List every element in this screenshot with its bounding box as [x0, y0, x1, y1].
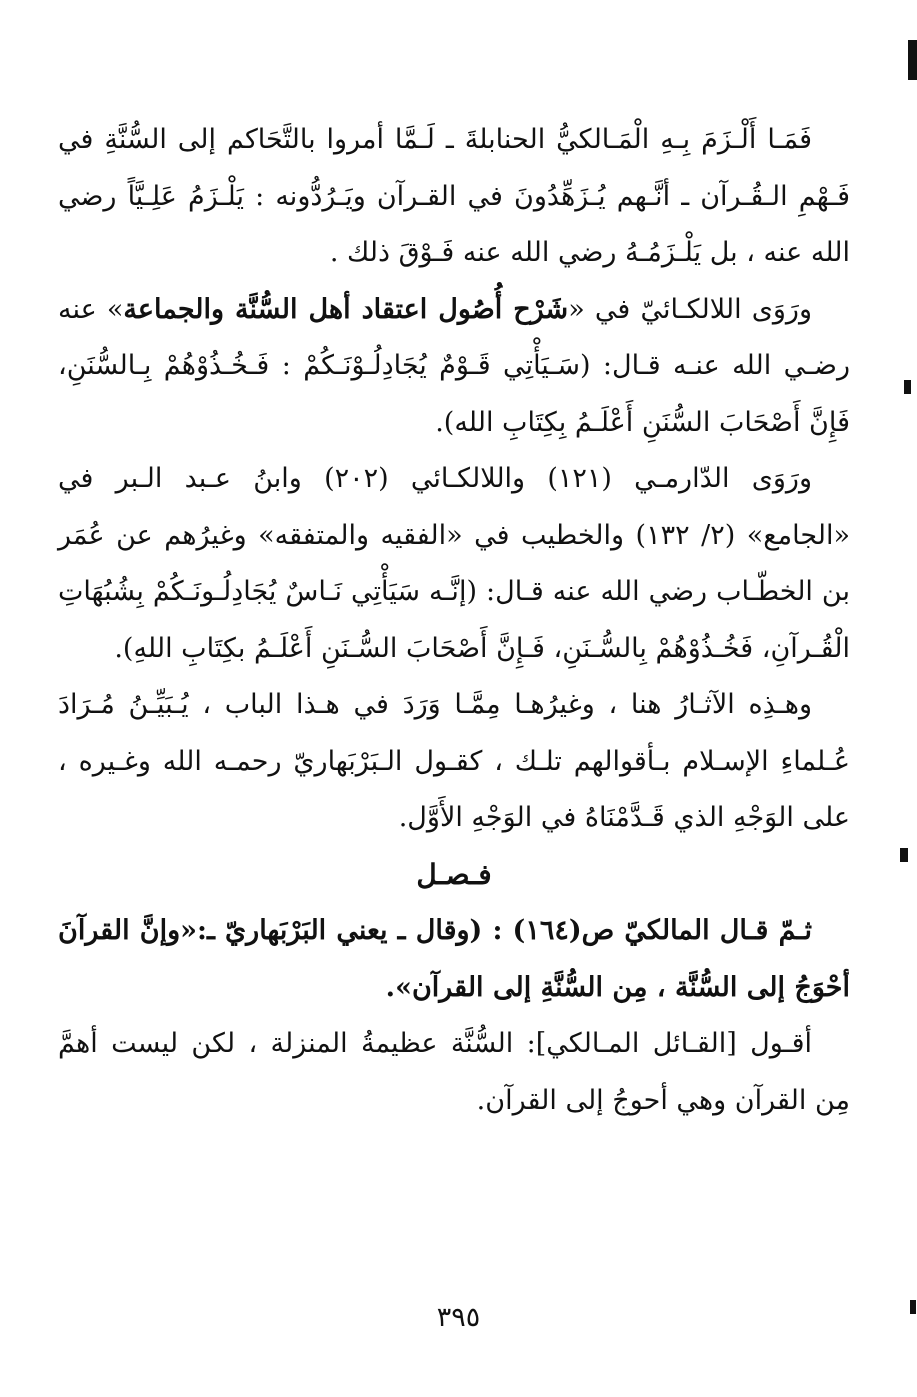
book-title-sharh-usul: شَرْح أُصُول اعتقاد أهل السُّنَّة والجماعة	[123, 293, 569, 325]
paragraph-lalakai-intro: ورَوَى اللالكـائيّ في «	[568, 293, 812, 325]
paragraph-author-response: أقـول [القـائل المـالكي]: السُّنَّة عظيمةُ المنزلة ، لكن ليست أهمَّ مِن القرآن وهي أحوجُ إلى القرآن.	[58, 1028, 850, 1116]
paragraph-lalakai-narration	[58, 282, 850, 452]
paragraph-darimi-narration: ورَوَى الدّارمـي (١٢١) واللالكـائي (٢٠٢) وابنُ عـبد الـبر في «الجامع» (٢/ ١٣٢) والخطيب في «الفقيه والمتفقه» وغيرُهم عن عُمَر بن الخطّـاب رضي الله عنه قـال: (إنَّـه سَيَأْتِي نَـاسٌ يُجَادِلُـونَـكُمْ بِشُبُهَاتِ الْقُـرآنِ، فَخُـذُوْهُمْ بِالسُّـنَنِ، فَـإِنَّ أَصْحَابَ السُّـنَنِ أَعْلَـمُ بكِتَابِ اللهِ).	[58, 463, 850, 664]
body-text	[58, 112, 850, 1129]
page-number: ٣٩٥	[436, 1302, 481, 1333]
scan-edge-mark	[908, 40, 917, 80]
paragraph-maliki-quote: ثـمّ قـال المالكيّ ص(١٦٤) : (وقال ـ يعني البَرْبَهاريّ ـ:«وإنَّ القرآنَ أحْوَجُ إلى السُّنَّة ، مِن السُّنَّةِ إلى القرآن».	[58, 915, 850, 1003]
paragraph-lalakai-quote: » عنه رضـي الله عنـه قـال: (سَـيَأْتِي قَـوْمٌ يُجَادِلُـوْنَـكُمْ : فَـخُـذُوْهُمْ بِـالسُّنَنِ، فَإِنَّ أَصْحَابَ السُّنَنِ أَعْلَـمُ بِكِتَابِ الله).	[58, 293, 850, 438]
paragraph-athar-explanation: وهـذِه الآثـارُ هنا ، وغيرُهـا مِمَّـا وَرَدَ في هـذا الباب ، يُـبَيِّـنُ مُـرَادَ عُـلماءِ الإسـلام بـأقوالهم تلـك ، كقـول الـبَرْبَهاريّ رحمـه الله وغـيره ، على الوَجْهِ الذي قَـدَّمْنَاهُ في الوَجْهِ الأَوَّل.	[58, 689, 850, 833]
section-heading: فـصـل	[416, 857, 492, 891]
scan-edge-mark	[900, 848, 908, 862]
paragraph-maliki-hanabila: فَمَـا أَلْـزَمَ بِـهِ الْمَـالكيُّ الحنابلةَ ـ لَـمَّا أمروا بالتَّحَاكم إلى السُّنَّةِ في فَـهْمِ الـقُـرآن ـ أنَّـهم يُـزَهِّدُونَ في القـرآن ويَـرُدُّونه : يَلْـزَمُ عَلِـيَّاً رضي الله عنه ، بل يَلْـزَمُـهُ رضي الله عنه فَـوْقَ ذلك .	[58, 124, 850, 268]
scan-edge-mark	[904, 380, 911, 394]
